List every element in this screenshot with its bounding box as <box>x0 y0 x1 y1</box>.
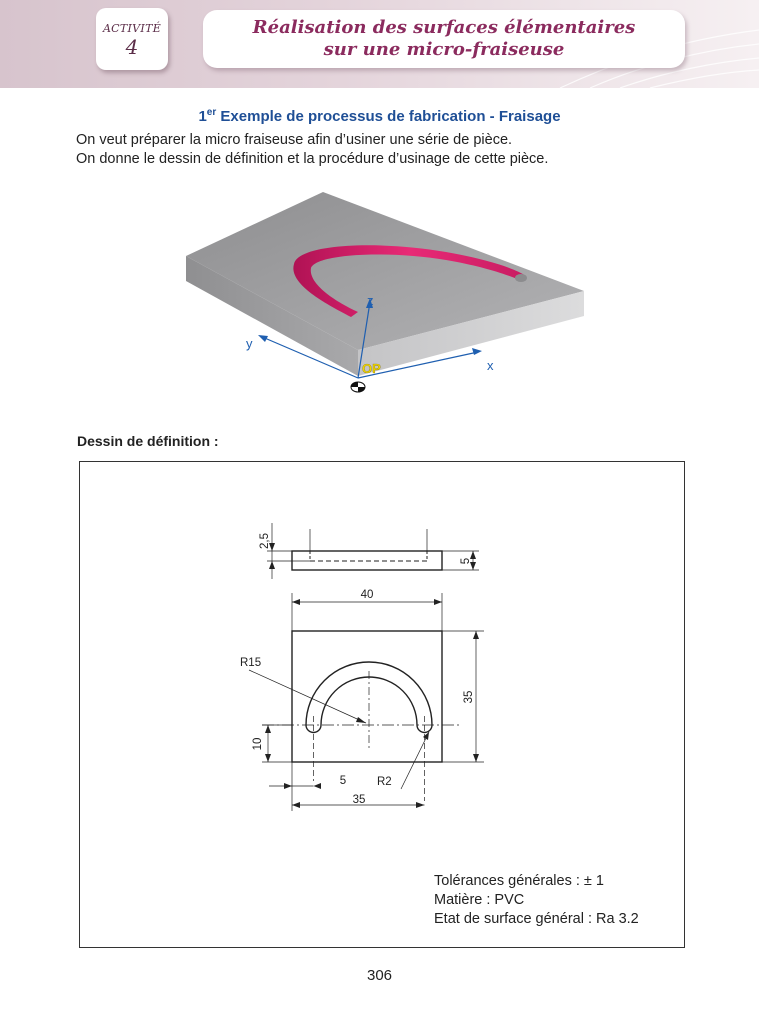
dim-2-5-text: 2,5 <box>259 533 271 549</box>
arrow <box>292 802 300 808</box>
part-3d-view <box>176 184 596 414</box>
part-groove-end <box>515 274 527 282</box>
axis-y-arrow <box>258 335 268 342</box>
dim-35v-text: 35 <box>463 690 475 704</box>
page-title-line2: sur une micro-fraiseuse <box>323 39 565 60</box>
axis-z-label: z <box>367 293 374 308</box>
note-tolerances: Tolérances générales : ± 1 <box>434 873 604 889</box>
intro-line1: On veut préparer la micro fraiseuse afin d’usiner une série de pièce. <box>76 132 513 148</box>
dim-r15-text: R15 <box>240 657 262 669</box>
intro-paragraph <box>76 131 548 169</box>
section-heading <box>0 107 759 125</box>
section-heading-sup: er <box>206 107 217 118</box>
arrow <box>314 783 322 789</box>
section-heading-number: 1 <box>198 108 207 125</box>
arrow <box>423 732 429 740</box>
page-number: 306 <box>366 967 393 984</box>
drawing-notes <box>434 872 639 929</box>
arrow <box>473 754 479 762</box>
arrow <box>284 783 292 789</box>
dim-5h-text: 5 <box>339 775 347 787</box>
dim-r2-text: R2 <box>377 776 392 788</box>
dim-40-text: 40 <box>360 589 374 601</box>
page-title-line1: Réalisation des surfaces élémentaires <box>252 17 636 38</box>
activity-number: 4 <box>125 34 139 59</box>
arrow <box>416 802 425 808</box>
arrow <box>434 599 442 605</box>
origin-label: OP <box>362 361 381 376</box>
activity-label: ACTIVITÉ <box>102 21 162 35</box>
origin-symbol <box>351 382 365 392</box>
leader-r15 <box>249 670 366 723</box>
intro-line2: On donne le dessin de définition et la procédure d’usinage de cette pièce. <box>76 151 549 167</box>
dim-10-text: 10 <box>252 737 264 751</box>
section-heading-text: Exemple de processus de fabrication - Fraisage <box>216 108 561 125</box>
dim-5-text: 5 <box>460 557 472 565</box>
note-surface: Etat de surface général : Ra 3.2 <box>434 911 639 927</box>
arrow <box>356 717 366 723</box>
arrow <box>269 561 275 569</box>
page-title <box>203 10 685 68</box>
arrow <box>473 631 479 639</box>
axis-y-label: y <box>246 336 253 351</box>
drawing-label: Dessin de définition : <box>77 433 219 449</box>
groove-inner-arc <box>321 677 417 725</box>
front-view-outline <box>292 631 442 762</box>
arrow <box>265 754 271 762</box>
activity-badge <box>96 8 168 70</box>
axis-x-arrow <box>472 348 482 355</box>
note-material: Matière : PVC <box>434 892 525 908</box>
dim-35h-text: 35 <box>352 794 366 806</box>
arrow <box>265 725 271 733</box>
arrow <box>292 599 300 605</box>
axis-x-label: x <box>487 358 494 373</box>
